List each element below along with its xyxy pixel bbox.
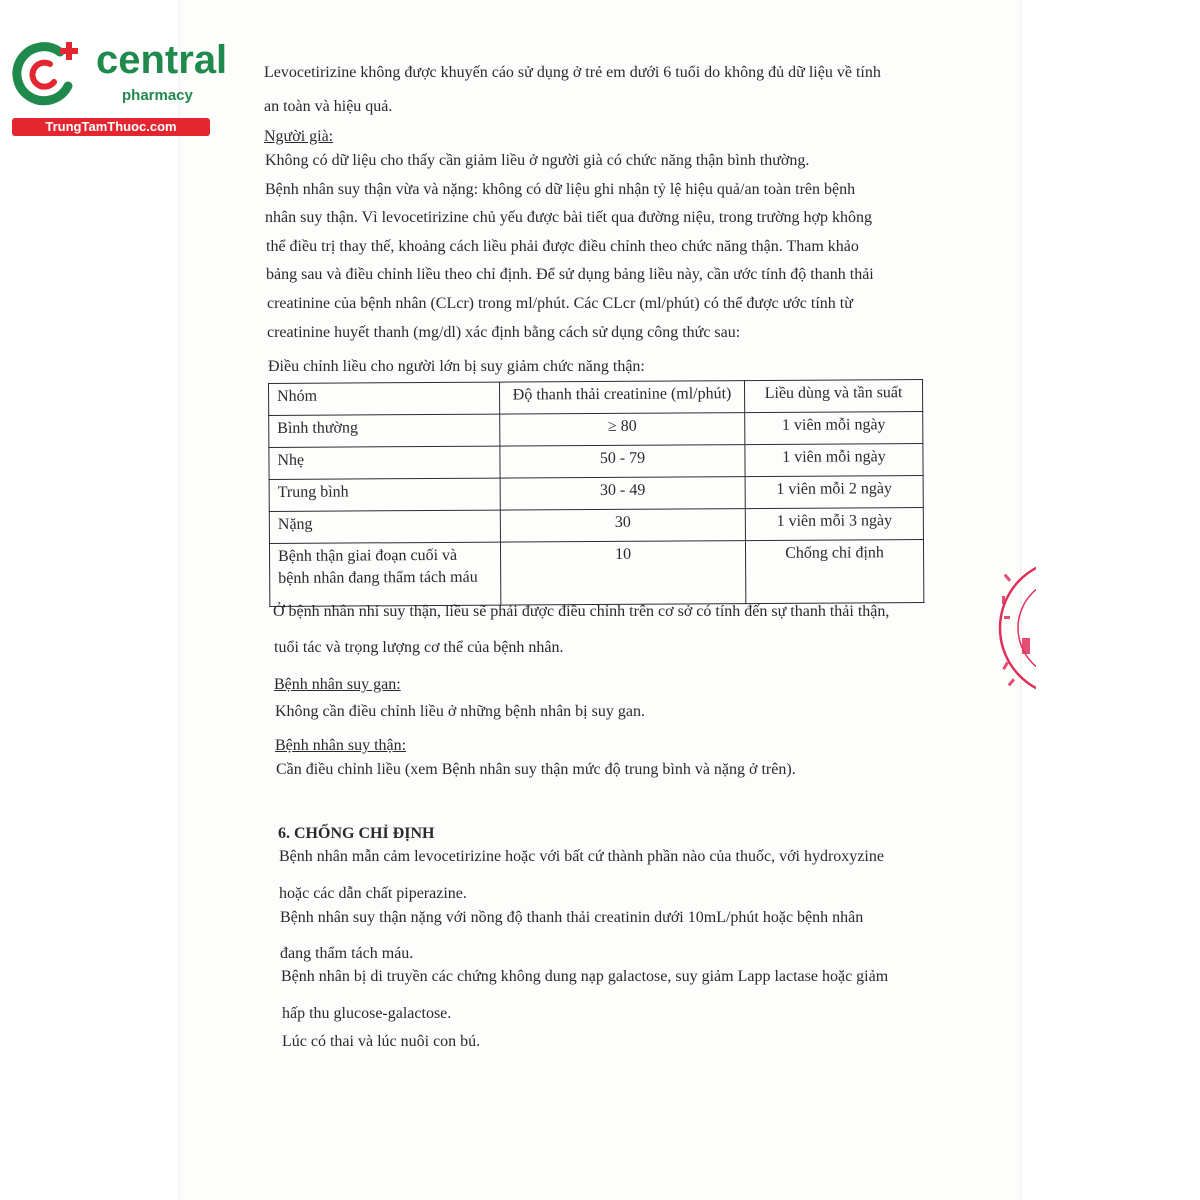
central-pharmacy-logo[interactable] — [10, 38, 228, 138]
paragraph-line: Bệnh nhân suy thận vừa và nặng: không có dữ liệu ghi nhận tỷ lệ hiệu quả/an toàn trên bệnh — [265, 181, 856, 198]
paragraph-line: tuổi tác và trọng lượng cơ thể của bệnh nhân. — [274, 639, 564, 656]
section-heading: 6. CHỐNG CHỈ ĐỊNH — [278, 825, 435, 842]
table-cell: 1 viên mỗi 3 ngày — [745, 507, 923, 540]
paragraph-line: Bệnh nhân bị di truyền các chứng không dung nạp galactose, suy giảm Lapp lactase hoặc giảm — [281, 968, 889, 985]
paragraph-line: đang thẩm tách máu. — [280, 945, 414, 962]
table-cell: Bình thường — [269, 414, 500, 447]
dose-adjustment-table — [268, 379, 924, 607]
paragraph-line: Bệnh nhân mẫn cảm levocetirizine hoặc với bất cứ thành phần nào của thuốc, với hydroxyzine — [279, 848, 884, 865]
pharmacy-c-cross-icon — [10, 38, 84, 108]
paragraph-line: hoặc các dẫn chất piperazine. — [279, 885, 467, 902]
paragraph-line: bảng sau và điều chỉnh liều theo chỉ định. Để sử dụng bảng liều này, cần ước tính độ thanh thải — [266, 266, 874, 283]
paragraph-line: Không có dữ liệu cho thấy cần giảm liều ở người già có chức năng thận bình thường. — [265, 152, 810, 169]
paragraph-line: Lúc có thai và lúc nuôi con bú. — [282, 1033, 481, 1050]
paragraph-line: an toàn và hiệu quả. — [264, 98, 393, 115]
paragraph-line: Ở bệnh nhân nhi suy thận, liều sẽ phải được điều chỉnh trên cơ sở có tính đến sự thanh thải thận, — [273, 603, 890, 620]
paragraph-line: Levocetirizine không được khuyến cáo sử dụng ở trẻ em dưới 6 tuổi do không đủ dữ liệu về tính — [264, 64, 881, 81]
table-cell: Nhẹ — [269, 446, 500, 479]
table-cell: Nặng — [269, 510, 500, 543]
table-cell-line: Bệnh thận giai đoạn cuối và — [278, 546, 458, 565]
table-row — [269, 539, 923, 606]
table-header-row — [269, 380, 923, 416]
table-header-cell: Liều dùng và tần suất — [744, 380, 922, 413]
paragraph-line: creatinine của bệnh nhân (CLcr) trong ml/phút. Các CLcr (ml/phút) có thể được ước tính từ — [267, 295, 853, 312]
table-cell: 1 viên mỗi ngày — [745, 412, 923, 445]
table-cell: 30 — [500, 509, 745, 542]
paragraph-line: Cần điều chỉnh liều (xem Bệnh nhân suy thận mức độ trung bình và nặng ở trên). — [276, 761, 796, 778]
table-header-cell: Độ thanh thải creatinine (ml/phút) — [499, 381, 744, 414]
table-row — [269, 412, 923, 448]
red-stamp-icon — [996, 556, 1036, 700]
table-row — [269, 476, 923, 512]
subheading-kidney: Bệnh nhân suy thận: — [275, 737, 407, 754]
table-cell: Trung bình — [269, 478, 500, 511]
table-row — [269, 444, 923, 480]
paragraph-line: creatinine huyết thanh (mg/dl) xác định bằng cách sử dụng công thức sau: — [267, 324, 741, 341]
table-row — [269, 507, 923, 543]
paragraph-line: Không cần điều chỉnh liều ở những bệnh nhân bị suy gan. — [275, 703, 645, 720]
table-cell: 10 — [500, 541, 745, 605]
table-cell-line: bệnh nhân đang thẩm tách máu — [278, 568, 478, 587]
table-cell: ≥ 80 — [500, 413, 745, 446]
subheading-elderly: Người già: — [264, 128, 334, 145]
paragraph-line: Bệnh nhân suy thận nặng với nồng độ thanh thải creatinin dưới 10mL/phút hoặc bệnh nhân — [280, 909, 864, 926]
table-cell: 30 - 49 — [500, 477, 745, 510]
logo-name: central — [96, 38, 228, 82]
subheading-liver: Bệnh nhân suy gan: — [274, 676, 401, 693]
logo-subtitle: pharmacy — [122, 87, 193, 104]
paragraph-line: nhân suy thận. Vì levocetirizine chủ yếu được bài tiết qua đường niệu, trong trường hợp không — [265, 209, 872, 226]
paragraph-line: Điều chỉnh liều cho người lớn bị suy giảm chức năng thận: — [268, 358, 645, 375]
paragraph-line: hấp thu glucose-galactose. — [282, 1005, 452, 1022]
table-cell — [269, 542, 500, 606]
logo-website: TrungTamThuoc.com — [12, 118, 210, 136]
table-cell: Chống chỉ định — [745, 539, 923, 603]
table-header-cell: Nhóm — [269, 382, 500, 415]
table-cell: 1 viên mỗi ngày — [745, 444, 923, 477]
paragraph-line: thể điều trị thay thế, khoảng cách liều phải được điều chỉnh theo chức năng thận. Tham khảo — [266, 238, 859, 255]
table-cell: 1 viên mỗi 2 ngày — [745, 476, 923, 509]
table-cell: 50 - 79 — [500, 445, 745, 478]
